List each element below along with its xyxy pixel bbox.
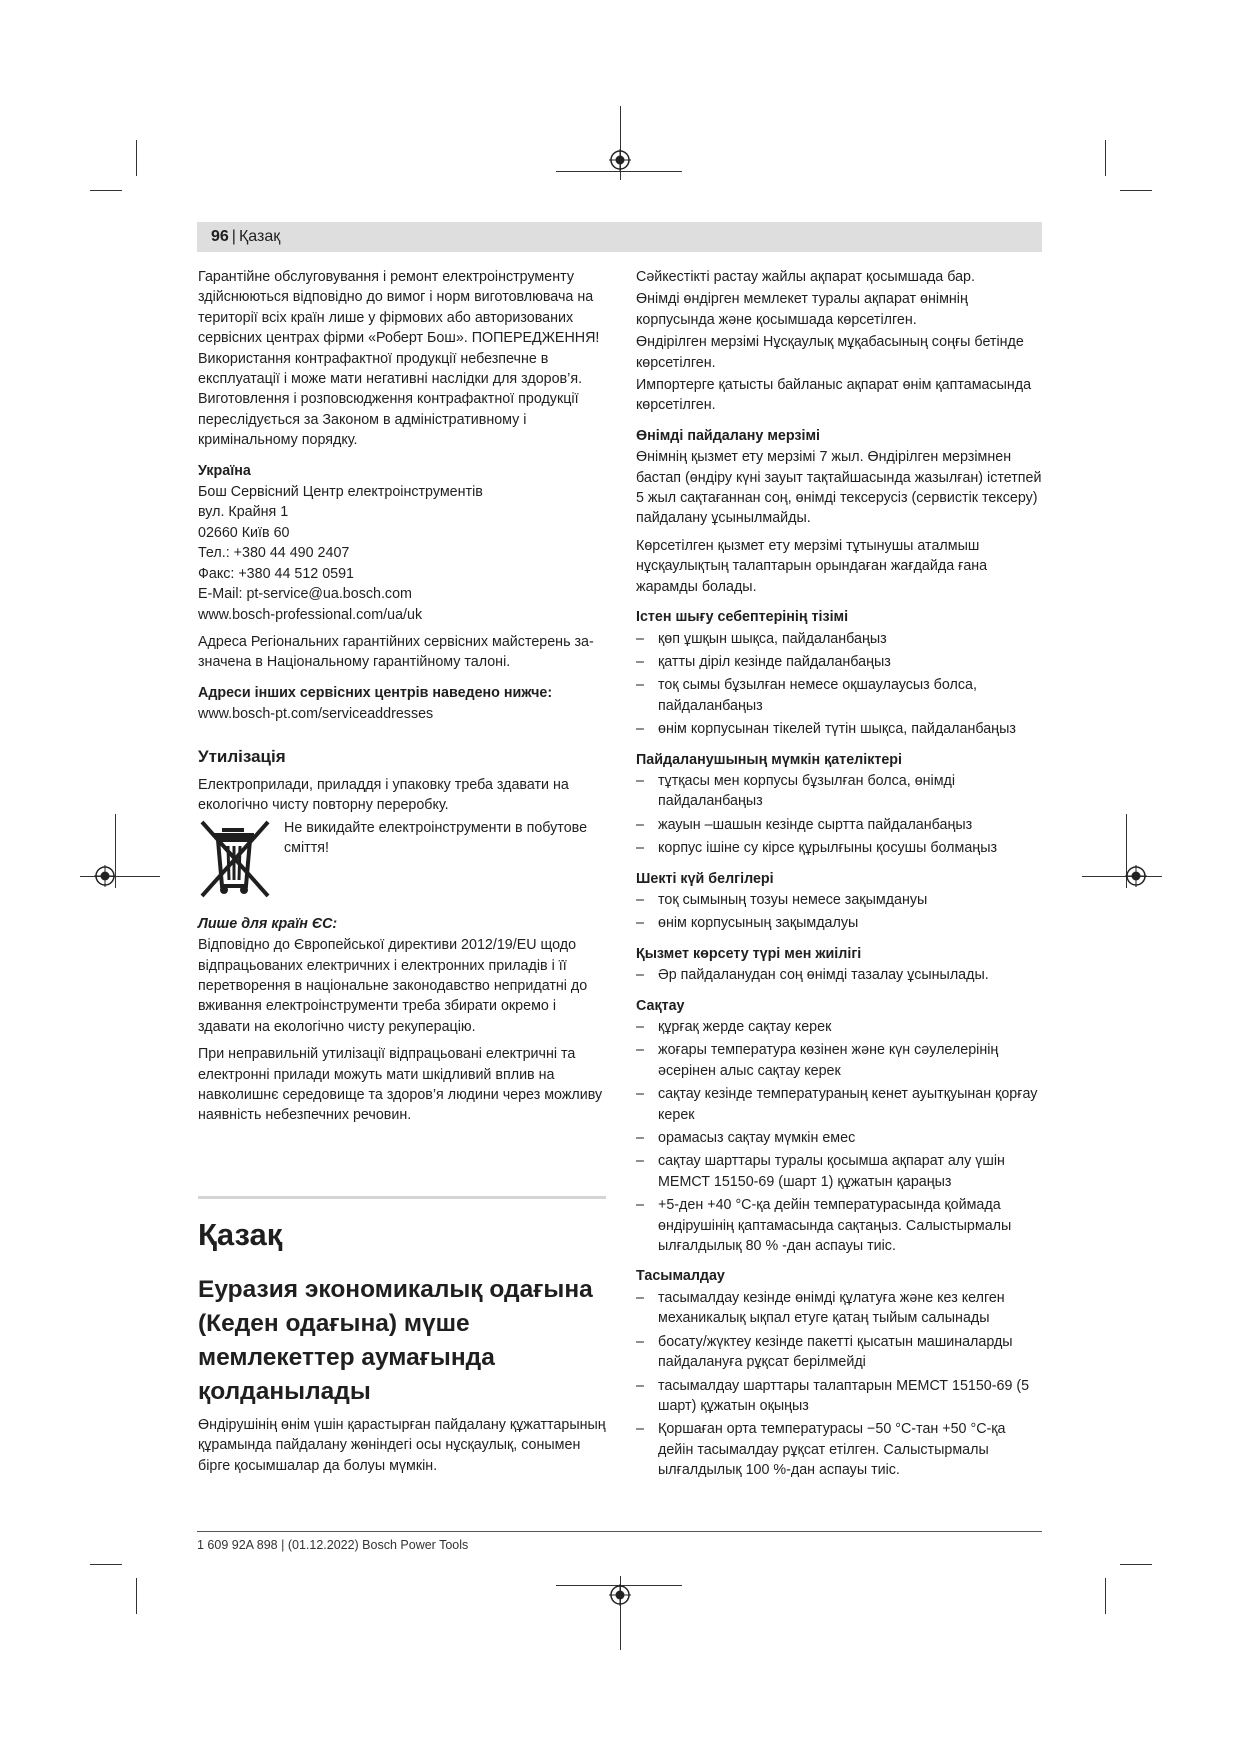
left-column bbox=[198, 267, 606, 1483]
list-item: – қатты діріл кезінде пайдаланбаңыз bbox=[636, 652, 1042, 672]
failures-heading: Істен шығу себептерінің тізімі bbox=[636, 609, 849, 626]
registration-mark bbox=[1082, 876, 1162, 877]
service-life-paragraph: Өнімнің қызмет ету мерзімі 7 жыл. Өндірілген мерзімнен бастап (өндіру күні зауыт тақтайшасында жазылған) істетпей 5 жыл сақтағаннан соң, өнімді тексерусіз (сервистік тексеру) пайдалану ұсынылмайды. bbox=[636, 449, 1042, 527]
crop-mark bbox=[90, 190, 122, 191]
list-item: – корпус ішіне су кірсе құрылғыны қосушы болмаңыз bbox=[636, 838, 1042, 858]
eaeu-subtitle: Еуразия экономикалық одағына (Кеден одағына) мүше мемлекеттер аумағында қолданылады bbox=[198, 1275, 593, 1405]
kazakh-intro: Өндірушінің өнім үшін қарастырған пайдалану құжаттарының құрамында пайдалану жөніндегі осы нұсқаулық, сонымен бірге қосымшалар да болуы мүмкін. bbox=[198, 1416, 606, 1474]
list-item: – қөп ұшқын шықса, пайдаланбаңыз bbox=[636, 629, 1042, 649]
list-item: – жауын –шашын кезінде сыртта пайдаланбаңыз bbox=[636, 815, 1042, 835]
header-separator: | bbox=[231, 228, 236, 245]
crop-mark bbox=[1105, 1578, 1106, 1614]
origin-paragraph: Өнімді өндірген мемлекет туралы ақпарат өнімнің корпусында және қосымшада көрсетілген. bbox=[636, 291, 968, 328]
other-centers-heading: Адреси інших сервісних центрів наведено нижче: bbox=[198, 684, 553, 701]
list-item: – тасымалдау кезінде өнімді құлатуға және кез келген механикалық ықпал етуге қатаң тыйым салынады bbox=[636, 1288, 1042, 1329]
eu-heading: Лише для країн ЄС: bbox=[198, 915, 338, 932]
list-item: – Қоршаған орта температурасы −50 °C-тан +50 °C-қа дейін тасымалдау рұқсат етілген. Салыстырмалы ылғалдылық 100 %-дан аспауы тиіс. bbox=[636, 1419, 1042, 1480]
regional-paragraph: Адреса Регіональних гарантійних сервісних майстерень за- значена в Національному гарантійному талоні. bbox=[198, 633, 594, 671]
eu-paragraph: Відповідно до Європейської директиви 2012/19/EU щодо відпрацьованих електричних і електронних приладів і її перетворення в національне законодавство непридатні до вживання електроінструменти треба збирати окремо і здавати на екологічно чисту рекуперацію. bbox=[198, 937, 588, 1035]
registration-target-icon bbox=[609, 1584, 631, 1606]
limit-state-list bbox=[636, 890, 1042, 934]
maintenance-list bbox=[636, 965, 1042, 985]
page-footer: 1 609 92A 898 | (01.12.2022) Bosch Power Tools bbox=[197, 1538, 469, 1552]
registration-target-icon bbox=[1125, 865, 1147, 887]
registration-mark bbox=[80, 876, 160, 877]
ukraine-heading: Україна bbox=[198, 462, 251, 479]
email-line: E-Mail: pt-service@ua.bosch.com bbox=[198, 586, 412, 603]
transport-heading: Тасымалдау bbox=[636, 1268, 725, 1285]
list-item: – сақтау кезінде температураның кенет ауытқуынан қорғау керек bbox=[636, 1084, 1042, 1125]
crop-mark bbox=[1105, 140, 1106, 176]
list-item: – жоғары температура көзінен және күн сәулелерінің әсерінен алыс сақтау керек bbox=[636, 1040, 1042, 1081]
footer-rule bbox=[197, 1531, 1042, 1532]
service-life-heading: Өнімді пайдалану мерзімі bbox=[636, 427, 821, 444]
fax-line: Факс: +380 44 512 0591 bbox=[198, 565, 355, 582]
registration-target-icon bbox=[609, 149, 631, 171]
crop-mark bbox=[136, 140, 137, 176]
page-number: 96 bbox=[211, 228, 229, 245]
website-line: www.bosch-professional.com/ua/uk bbox=[198, 606, 423, 623]
transport-list bbox=[636, 1288, 1042, 1481]
crossed-bin-icon bbox=[198, 818, 274, 900]
registration-mark bbox=[556, 171, 682, 172]
user-errors-heading: Пайдаланушының мүмкін қателіктері bbox=[636, 751, 903, 768]
crop-mark bbox=[136, 1578, 137, 1614]
list-item: – тасымалдау шарттары талаптарын МЕМСТ 15150-69 (5 шарт) құжатын оқыңыз bbox=[636, 1376, 1042, 1417]
right-column bbox=[636, 267, 1042, 1485]
page-header bbox=[197, 222, 1042, 252]
user-errors-list bbox=[636, 771, 1042, 859]
limit-state-heading: Шекті күй белгілері bbox=[636, 870, 774, 887]
other-centers-url: www.bosch-pt.com/serviceaddresses bbox=[198, 706, 434, 723]
registration-target-icon bbox=[94, 865, 116, 887]
list-item: – тоқ сымы бұзылған немесе оқшаулаусыз болса, пайдаланбаңыз bbox=[636, 675, 1042, 716]
list-item: – өнім корпусынан тікелей түтін шықса, пайдаланбаңыз bbox=[636, 719, 1042, 739]
disposal-heading: Утилізація bbox=[198, 746, 286, 766]
weee-text: Не викидайте електроінструменти в побутове сміття! bbox=[284, 819, 588, 857]
storage-heading: Сақтау bbox=[636, 997, 685, 1014]
service-life-paragraph: Көрсетілген қызмет ету мерзімі тұтынушы аталмыш нұсқаулықтың талаптарын орындаған жағдайда ғана жарамды болады. bbox=[636, 537, 988, 595]
manufacture-date-paragraph: Өндірілген мерзімі Нұсқаулық мұқабасының соңғы бетінде көрсетілген. bbox=[636, 334, 1024, 371]
section-divider bbox=[198, 1196, 606, 1199]
ukraine-address bbox=[198, 482, 606, 625]
failures-list bbox=[636, 629, 1042, 740]
list-item: – тоқ сымының тозуы немесе зақымдануы bbox=[636, 890, 1042, 910]
warranty-paragraph: Гарантійне обслуговування і ремонт електроінструменту здійснюються відповідно до вимог і норм виготовлювача на території всіх країн лише у фірмових або авторизованих сервісних центрах фірми «Роберт Бош». ПОПЕРЕДЖЕННЯ! Використання контрафактної продукції небезпечне в експлуатації і може мати негативні наслідки для здоров’я. Виготовлення і розповсюдження контрафактної продукції переслідується за Законом в адміністративному і кримінальному порядку. bbox=[198, 269, 600, 449]
weee-notice bbox=[198, 818, 606, 900]
storage-list bbox=[636, 1017, 1042, 1256]
crop-mark bbox=[1120, 1564, 1152, 1565]
disposal-paragraph: Електроприлади, приладдя і упаковку треба здавати на екологічно чисту повторну переробку. bbox=[198, 776, 569, 814]
crop-mark bbox=[1120, 190, 1152, 191]
kazakh-title: Қазақ bbox=[198, 1216, 283, 1252]
header-section: Қазақ bbox=[238, 228, 281, 245]
list-item: – босату/жүктеу кезінде пакетті қысатын машиналарды пайдалануға рұқсат берілмейді bbox=[636, 1332, 1042, 1373]
list-item: – тұтқасы мен корпусы бұзылған болса, өнімді пайдаланбаңыз bbox=[636, 771, 1042, 812]
list-item: – +5-ден +40 °C-қа дейін температурасында қоймада өндірушінің қаптамасында сақтаңыз. Салыстырмалы ылғалдылық 80 % -дан аспауы тиіс. bbox=[636, 1195, 1042, 1256]
eu-paragraph: При неправильній утилізації відпрацьовані електричні та електронні прилади можуть мати шкідливий вплив на навколишнє середовище та здоров’я людини через можливу наявність небезпечних речовин. bbox=[198, 1046, 603, 1124]
address-line: 02660 Київ 60 bbox=[198, 524, 290, 541]
list-item: – өнім корпусының зақымдалуы bbox=[636, 913, 1042, 933]
list-item: – сақтау шарттары туралы қосымша ақпарат алу үшін МЕМСТ 15150-69 (шарт 1) құжатын қараңыз bbox=[636, 1151, 1042, 1192]
list-item: – Әр пайдаланудан соң өнімді тазалау ұсынылады. bbox=[636, 965, 1042, 985]
importer-paragraph: Импортерге қатысты байланыс ақпарат өнім қаптамасында көрсетілген. bbox=[636, 377, 1032, 414]
phone-line: Тел.: +380 44 490 2407 bbox=[198, 545, 350, 562]
crop-mark bbox=[90, 1564, 122, 1565]
conformity-paragraph: Сәйкестікті растау жайлы ақпарат қосымшада бар. bbox=[636, 269, 975, 285]
list-item: – орамасыз сақтау мүмкін емес bbox=[636, 1128, 1042, 1148]
address-line: Бош Сервісний Центр електроінструментів bbox=[198, 484, 483, 501]
maintenance-heading: Қызмет көрсету түрі мен жиілігі bbox=[636, 945, 862, 962]
list-item: – құрғақ жерде сақтау керек bbox=[636, 1017, 1042, 1037]
address-line: вул. Крайня 1 bbox=[198, 504, 289, 521]
